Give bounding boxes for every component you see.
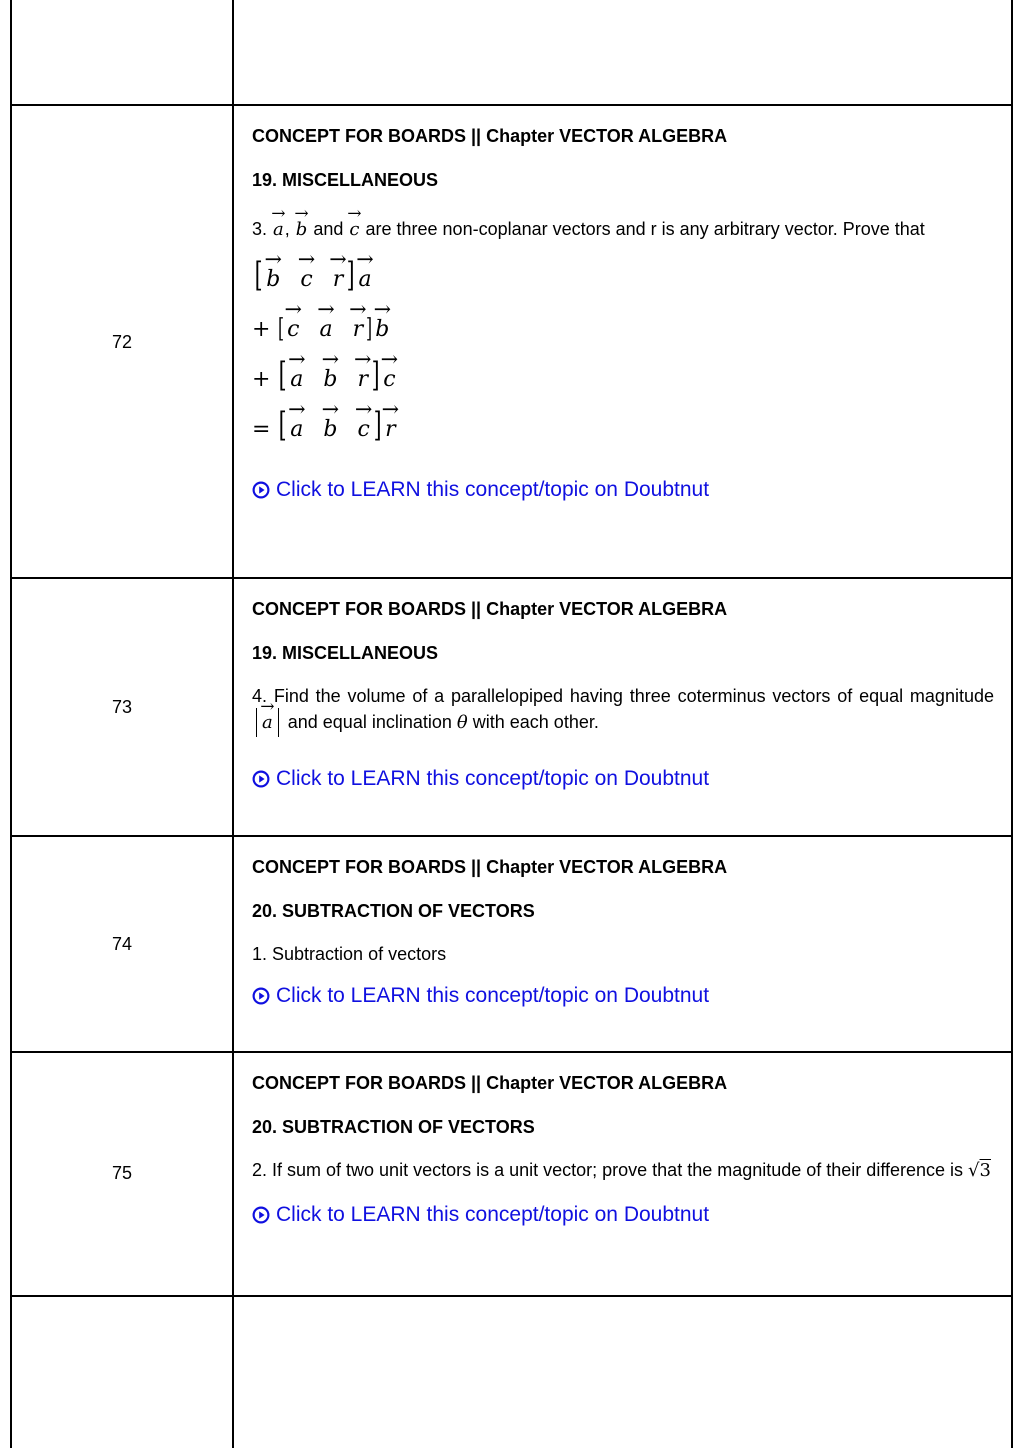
row-divider: [12, 104, 1011, 106]
section-title: 19. MISCELLANEOUS: [252, 170, 439, 190]
question-content: [252, 598, 994, 791]
play-circle-icon: [252, 1206, 270, 1224]
learn-link[interactable]: Click to LEARN this concept/topic on Doubtnut: [252, 984, 994, 1008]
equation-block: [252, 244, 994, 444]
row-divider: [12, 577, 1011, 579]
question-content: [252, 1072, 994, 1227]
concept-heading: CONCEPT FOR BOARDS || Chapter VECTOR ALGEBRA: [252, 1073, 728, 1093]
concept-heading: CONCEPT FOR BOARDS || Chapter VECTOR ALGEBRA: [252, 599, 728, 619]
section-title: 19. MISCELLANEOUS: [252, 643, 439, 663]
learn-link[interactable]: Click to LEARN this concept/topic on Doubtnut: [252, 478, 994, 502]
theta-symbol: θ: [456, 712, 468, 733]
sqrt-symbol: √3: [968, 1160, 991, 1181]
play-circle-icon: [252, 987, 270, 1005]
question-number: 74: [111, 934, 133, 954]
sqrt-value: 3: [979, 1160, 991, 1181]
question-text: 1. Subtraction of vectors: [252, 944, 447, 964]
section-title: 20. SUBTRACTION OF VECTORS: [252, 1117, 535, 1137]
play-circle-icon: [252, 481, 270, 499]
equation-line: [ → b → c → r ] → a: [252, 244, 994, 294]
row-divider: [12, 1295, 1011, 1297]
question-number: 72: [111, 332, 133, 352]
equation-line: = [ → a → b → c ] → r: [252, 394, 994, 444]
magnitude-a: → a: [256, 708, 279, 737]
question-number: 73: [111, 697, 133, 717]
concept-heading: CONCEPT FOR BOARDS || Chapter VECTOR ALGEBRA: [252, 126, 728, 146]
vector-a: → a: [272, 218, 285, 242]
section-title: 20. SUBTRACTION OF VECTORS: [252, 901, 535, 921]
column-divider: [232, 0, 234, 1448]
row-divider: [12, 1051, 1011, 1053]
vector-c: → c: [348, 218, 360, 242]
row-divider: [12, 835, 1011, 837]
equation-line: + [ → a → b → r ] → c: [252, 344, 994, 394]
vector-b: → b: [295, 218, 309, 242]
question-text: 4. Find the volume of a parallelopiped having three coterminus vectors of equal magnitude → a and equal inclination θ with each other.: [252, 684, 994, 737]
question-table: [10, 0, 1013, 1448]
learn-link[interactable]: Click to LEARN this concept/topic on Doubtnut: [252, 767, 994, 791]
question-text: 2. If sum of two unit vectors is a unit vector; prove that the magnitude of their difference is √3: [252, 1160, 991, 1181]
question-text: 3. → a, → b and → c are three non-coplanar vectors and r is any arbitrary vector. Prove that: [252, 217, 994, 242]
question-content: [252, 125, 994, 502]
learn-link[interactable]: Click to LEARN this concept/topic on Doubtnut: [252, 1203, 994, 1227]
question-content: [252, 856, 994, 1008]
equation-line: + [ → c → a → r ] → b: [252, 294, 994, 344]
concept-heading: CONCEPT FOR BOARDS || Chapter VECTOR ALGEBRA: [252, 857, 728, 877]
question-number: 75: [111, 1163, 133, 1183]
play-circle-icon: [252, 770, 270, 788]
